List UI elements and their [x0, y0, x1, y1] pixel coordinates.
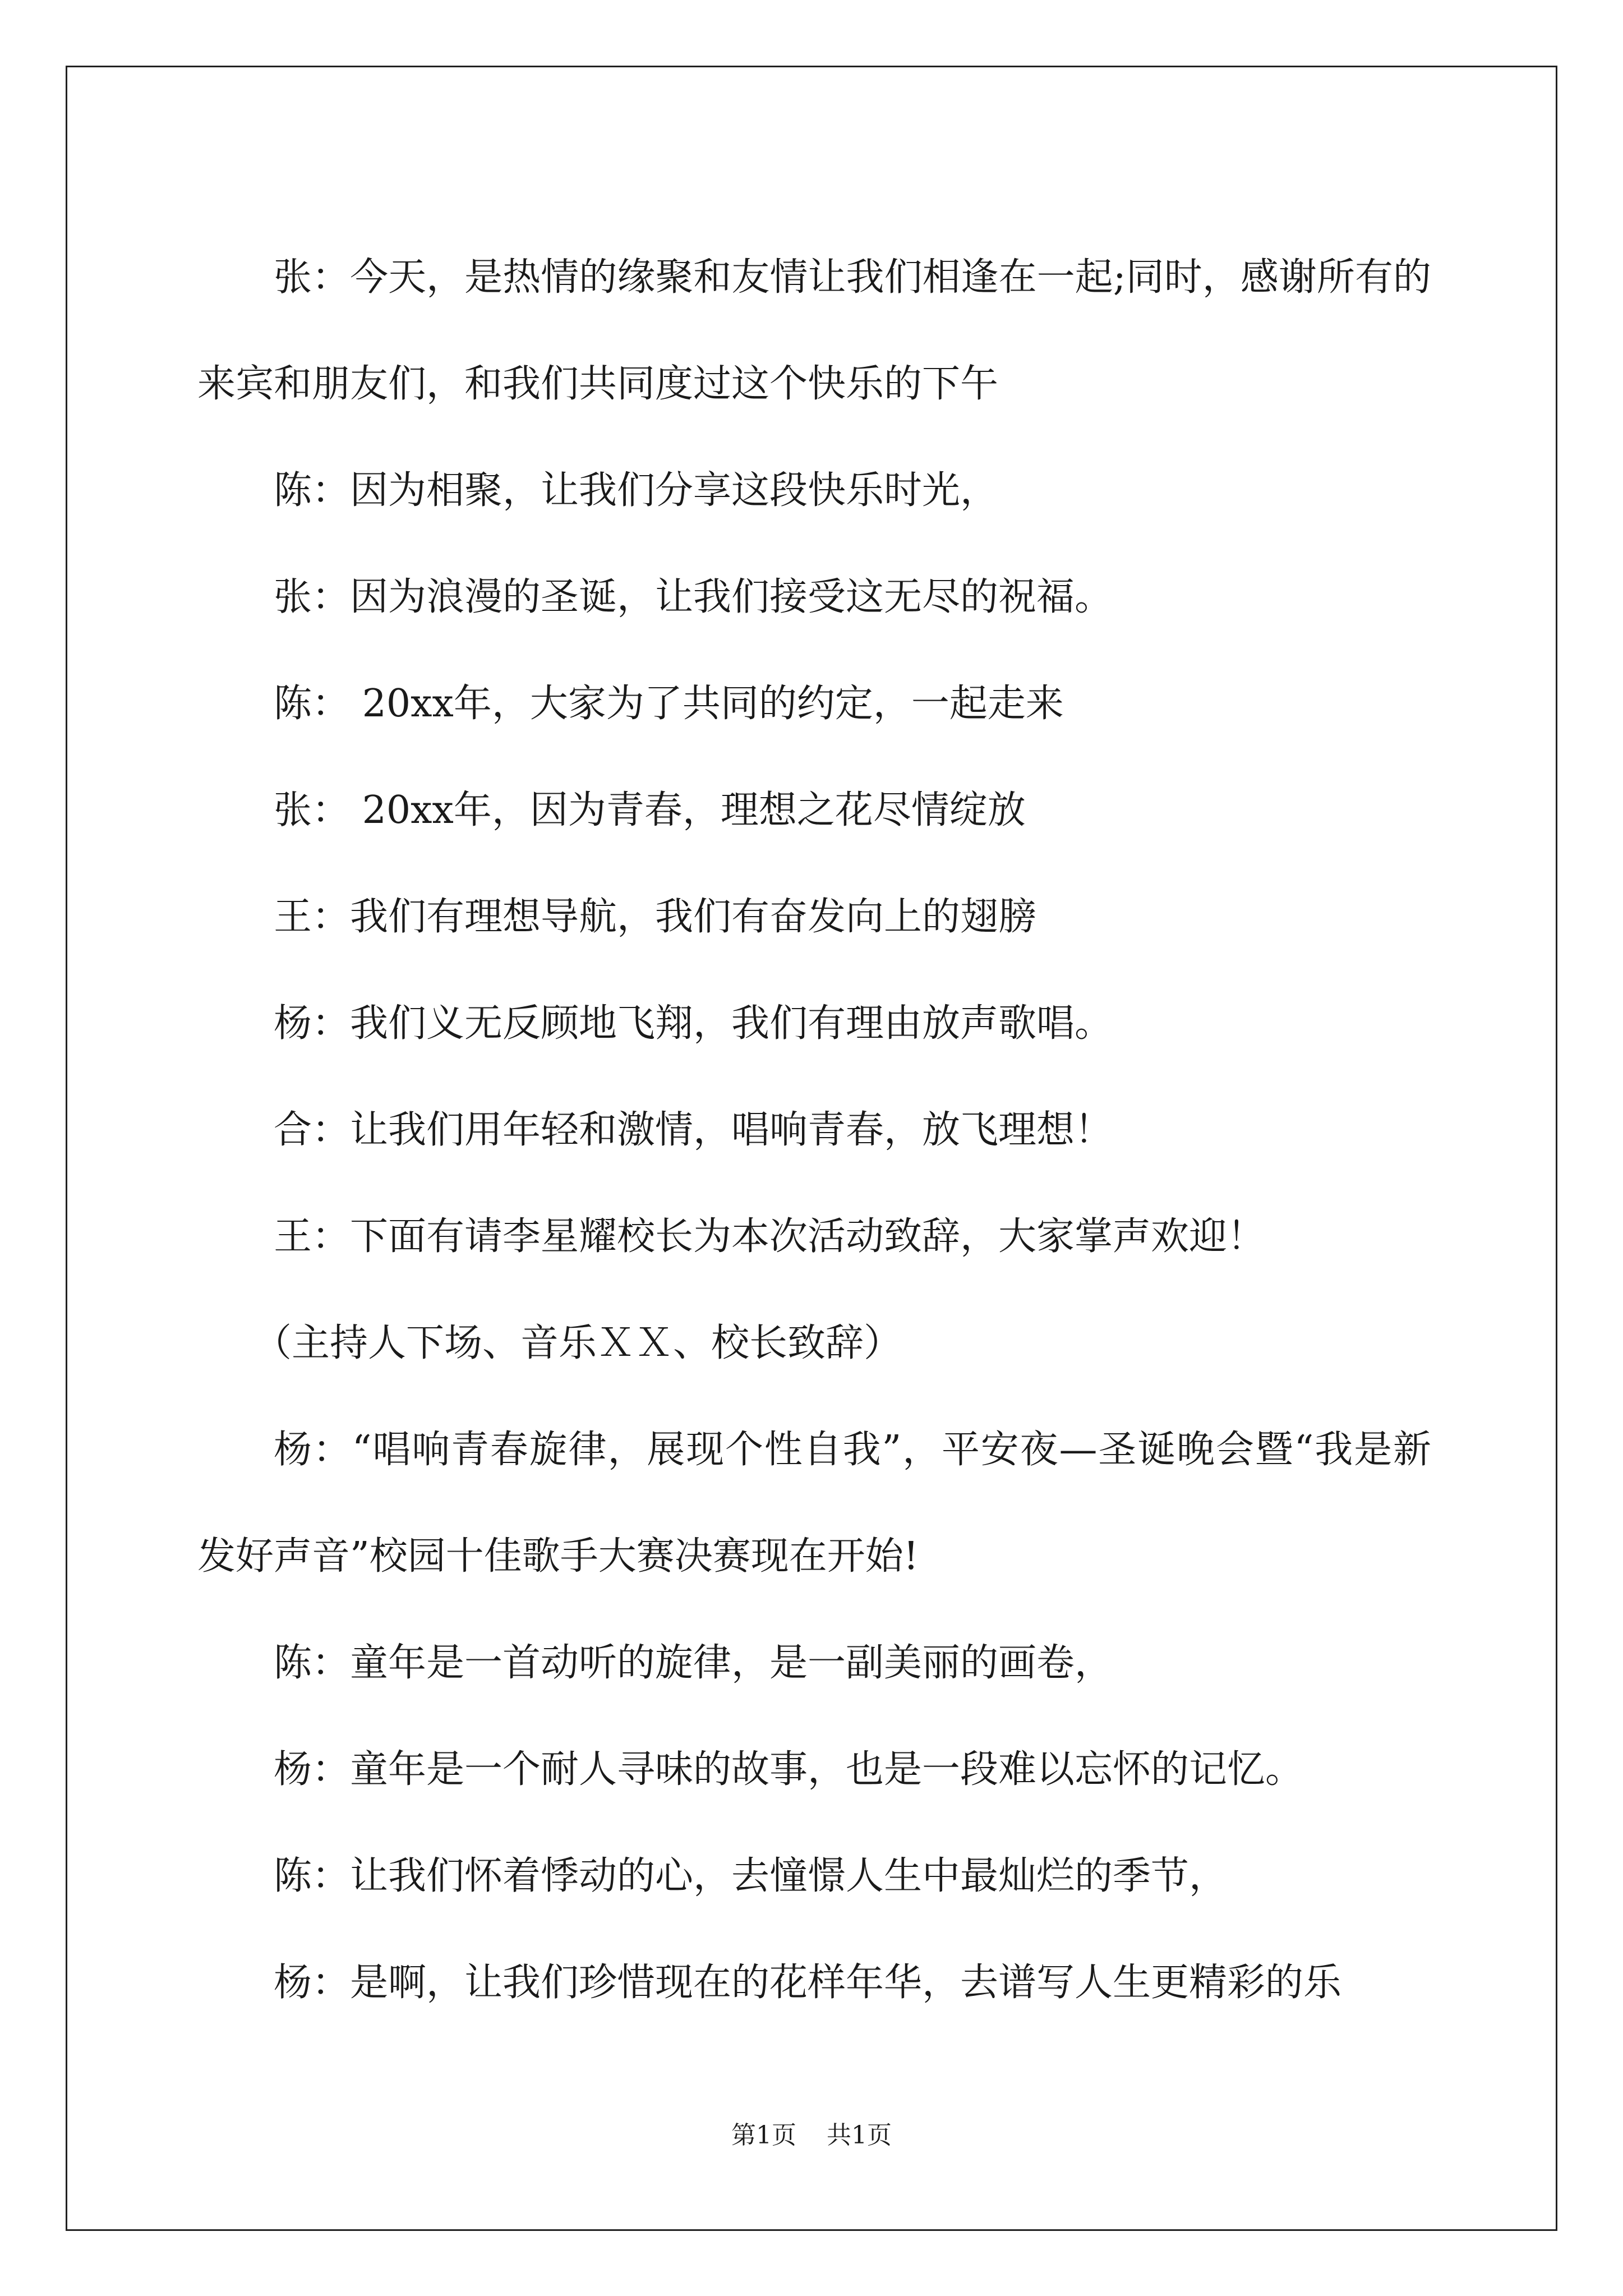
paragraph-10: （主持人下场、音乐ＸＸ、校长致辞）: [253, 1321, 902, 1365]
paragraph-3: 张：因为浪漫的圣诞，让我们接受这无尽的祝福。: [274, 575, 1113, 619]
paragraph-13: 杨：童年是一个耐人寻味的故事，也是一段难以忘怀的记忆。: [274, 1747, 1304, 1792]
page-total: 共1页: [827, 2121, 892, 2150]
paragraph-4: 陈： 20xx年，大家为了共同的约定，一起走来: [274, 682, 1064, 726]
paragraph-6: 王：我们有理想导航，我们有奋发向上的翅膀: [274, 895, 1037, 939]
page-footer: [0, 2115, 1623, 2151]
paragraph-15: 杨：是啊，让我们珍惜现在的花样年华，去谱写人生更精彩的乐: [274, 1961, 1342, 2005]
paragraph-5: 张： 20xx年，因为青春，理想之花尽情绽放: [274, 788, 1026, 832]
document-body: [197, 224, 1431, 2036]
paragraph-12: 陈：童年是一首动听的旋律，是一副美丽的画卷，: [274, 1641, 1113, 1685]
paragraph-2: 陈：因为相聚，让我们分享这段快乐时光，: [274, 468, 999, 513]
paragraph-11: 杨：“唱响青春旋律，展现个性自我”，平安夜—圣诞晚会暨“我是新发好声音”校园十佳歌手大赛决赛现在开始!: [197, 1428, 1431, 1579]
page-number: 第1页: [731, 2121, 796, 2150]
paragraph-8: 合：让我们用年轻和激情，唱响青春，放飞理想！: [274, 1108, 1113, 1152]
paragraph-9: 王：下面有请李星耀校长为本次活动致辞，大家掌声欢迎！: [274, 1214, 1266, 1259]
paragraph-14: 陈：让我们怀着悸动的心，去憧憬人生中最灿烂的季节，: [274, 1854, 1228, 1898]
paragraph-1: 张：今天，是热情的缘聚和友情让我们相逢在一起;同时，感谢所有的来宾和朋友们，和我们共同度过这个快乐的下午: [197, 255, 1431, 406]
paragraph-7: 杨：我们义无反顾地飞翔，我们有理由放声歌唱。: [274, 1001, 1113, 1046]
